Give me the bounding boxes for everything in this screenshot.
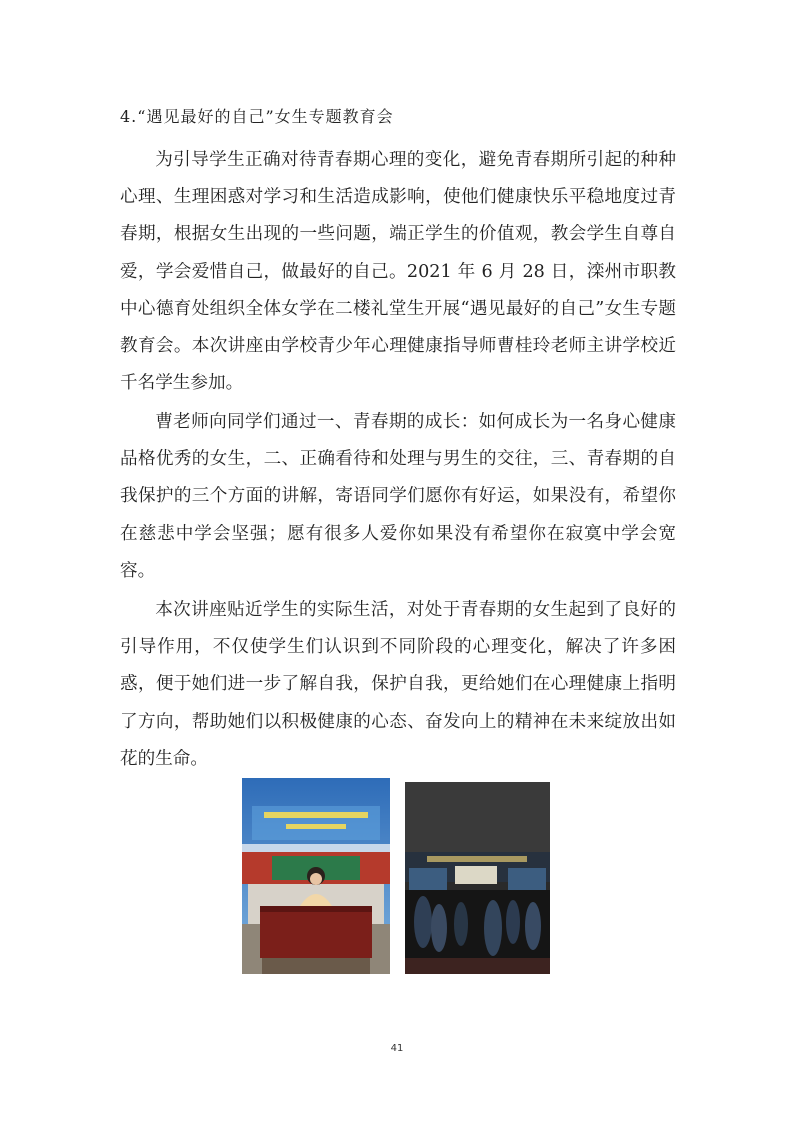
- paragraph-conclusion: 本次讲座贴近学生的实际生活，对处于青春期的女生起到了良好的引导作用，不仅使学生们认识到不同阶段的心理变化，解决了许多困惑，便于她们进一步了解自我，保护自我，更给她们在心理健康上指明了方向，帮助她们以积极健康的心态、奋发向上的精神在未来绽放出如花的生命。: [120, 600, 676, 769]
- photo-auditorium-audience: [405, 782, 550, 974]
- section-heading: 4.“遇见最好的自己”女生专题教育会: [120, 107, 394, 126]
- photo-speaker-at-podium: [242, 778, 390, 974]
- paragraph-lecture-content: 曹老师向同学们通过一、青春期的成长：如何成长为一名身心健康品格优秀的女生，二、正确看待和处理与男生的交往，三、青春期的自我保护的三个方面的讲解，寄语同学们愿你有好运，如果没有，希望你在慈悲中学会坚强；愿有很多人爱你如果没有希望你在寂寞中学会宽容。: [120, 412, 676, 581]
- paragraph-intro: 为引导学生正确对待青春期心理的变化，避免青春期所引起的种种心理、生理困惑对学习和生活造成影响，使他们健康快乐平稳地度过青春期，根据女生出现的一些问题，端正学生的价值观，教会学生自尊自爱，学会爱惜自己，做最好的自己。2021 年 6 月 28 日，滦州市职教中心德育处组织全体女学在二楼礼堂生开展“遇见最好的自己”女生专题教育会。本次讲座由学校青少年心理健康指导师曹桂玲老师主讲学校近千名学生参加。: [120, 150, 676, 394]
- page-number: 41: [390, 1043, 404, 1054]
